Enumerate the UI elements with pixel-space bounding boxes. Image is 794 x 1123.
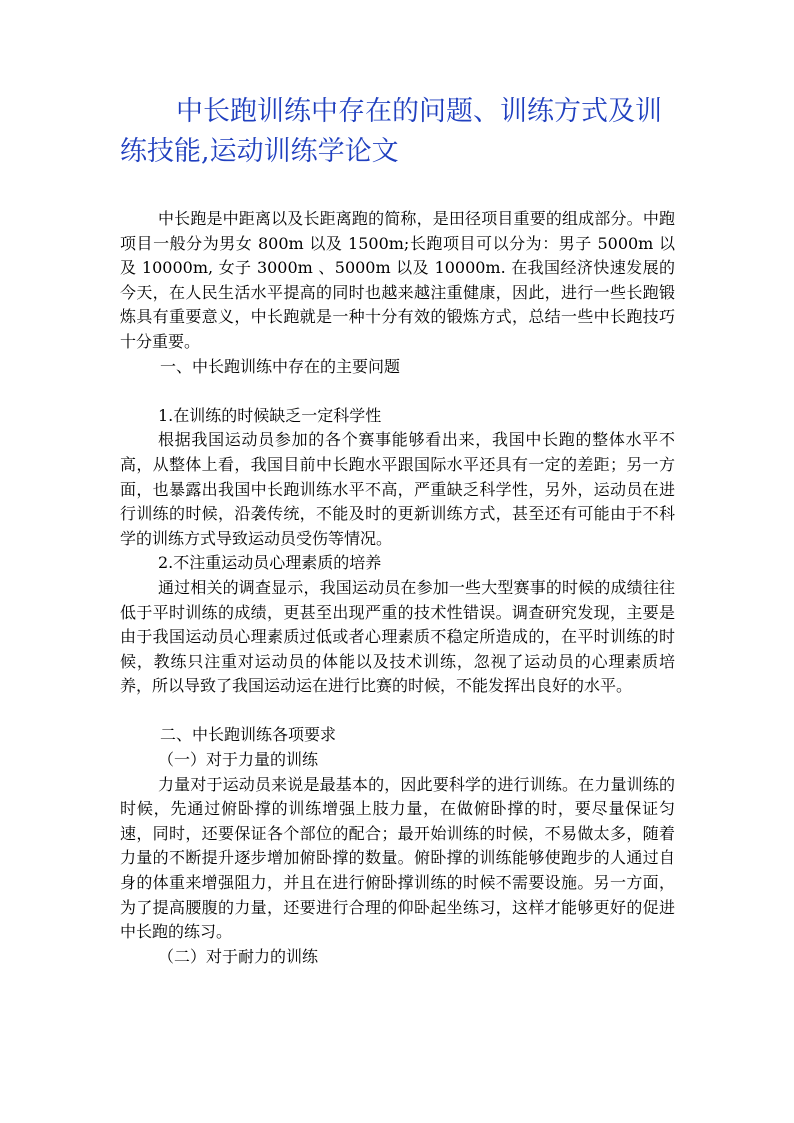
section1-sub1-heading: 1.在训练的时候缺乏一定科学性 <box>158 405 382 425</box>
section2-sub1-paragraph: 力量对于运动员来说是最基本的，因此要科学的进行训练。在力量训练的时候，先通过俯卧撑的训练增强上肢力量，在做俯卧撑的时，要尽量保证匀速，同时，还要保证各个部位的配合；最开始训练的时候，不易做太多，随着力量的不断提升逐步增加俯卧撑的数量。俯卧撑的训练能够使跑步的人通过自身的体重来增强阻力，并且在进行俯卧撑训练的时候不需要设施。另一方面，为了提高腰腹的力量，还要进行合理的仰卧起坐练习，这样才能够更好的促进中长跑的练习。 <box>120 774 675 942</box>
spacer <box>120 699 675 724</box>
section1-sub2-paragraph: 通过相关的调查显示，我国运动员在参加一些大型赛事的时候的成绩往往低于平时训练的成绩，更甚至出现严重的技术性错误。调查研究发现，主要是由于我国运动员心理素质过低或者心理素质不稳定所造成的，在平时训练的时候，教练只注重对运动员的体能以及技术训练，忽视了运动员的心理素质培养，所以导致了我国运动运在进行比赛的时候，不能发挥出良好的水平。 <box>120 577 675 696</box>
section2-sub1-heading: （一）对于力量的训练 <box>158 750 319 770</box>
section1-sub1-paragraph: 根据我国运动员参加的各个赛事能够看出来，我国中长跑的整体水平不高，从整体上看，我国目前中长跑水平跟国际水平还具有一定的差距；另一方面，也暴露出我国中长跑训练水平不高，严重缺乏科学性，另外，运动员在进行训练的时候，沿袭传统，不能及时的更新训练方式，甚至还有可能由于不科学的训练方式导致运动员受伤等情况。 <box>120 430 675 548</box>
document-title: 中长跑训练中存在的问题、训练方式及训练技能,运动训练学论文 <box>120 96 662 167</box>
spacer <box>120 379 675 404</box>
section2-heading: 二、中长跑训练各项要求 <box>160 725 337 745</box>
section1-heading: 一、中长跑训练中存在的主要问题 <box>160 356 401 376</box>
section1-sub2-heading: 2.不注重运动员心理素质的培养 <box>158 553 382 573</box>
intro-paragraph: 中长跑是中距离以及长距离跑的简称，是田径项目重要的组成部分。中跑项目一般分为男女 800m 以及 1500m;长跑项目可以分为：男子 5000m 以及 10000m, 女子 3000m 、5000m 以及 10000m. 在我国经济快速发展的今天，在人民生活水平提高的同时也越来越注重健康，因此，进行一些长跑锻炼具有重要意义，中长跑就是一种十分有效的锻炼方式，总结一些中长跑技巧十分重要。 <box>120 209 675 351</box>
section2-sub2-heading: （二）对于耐力的训练 <box>158 946 319 966</box>
document-body <box>120 207 675 969</box>
